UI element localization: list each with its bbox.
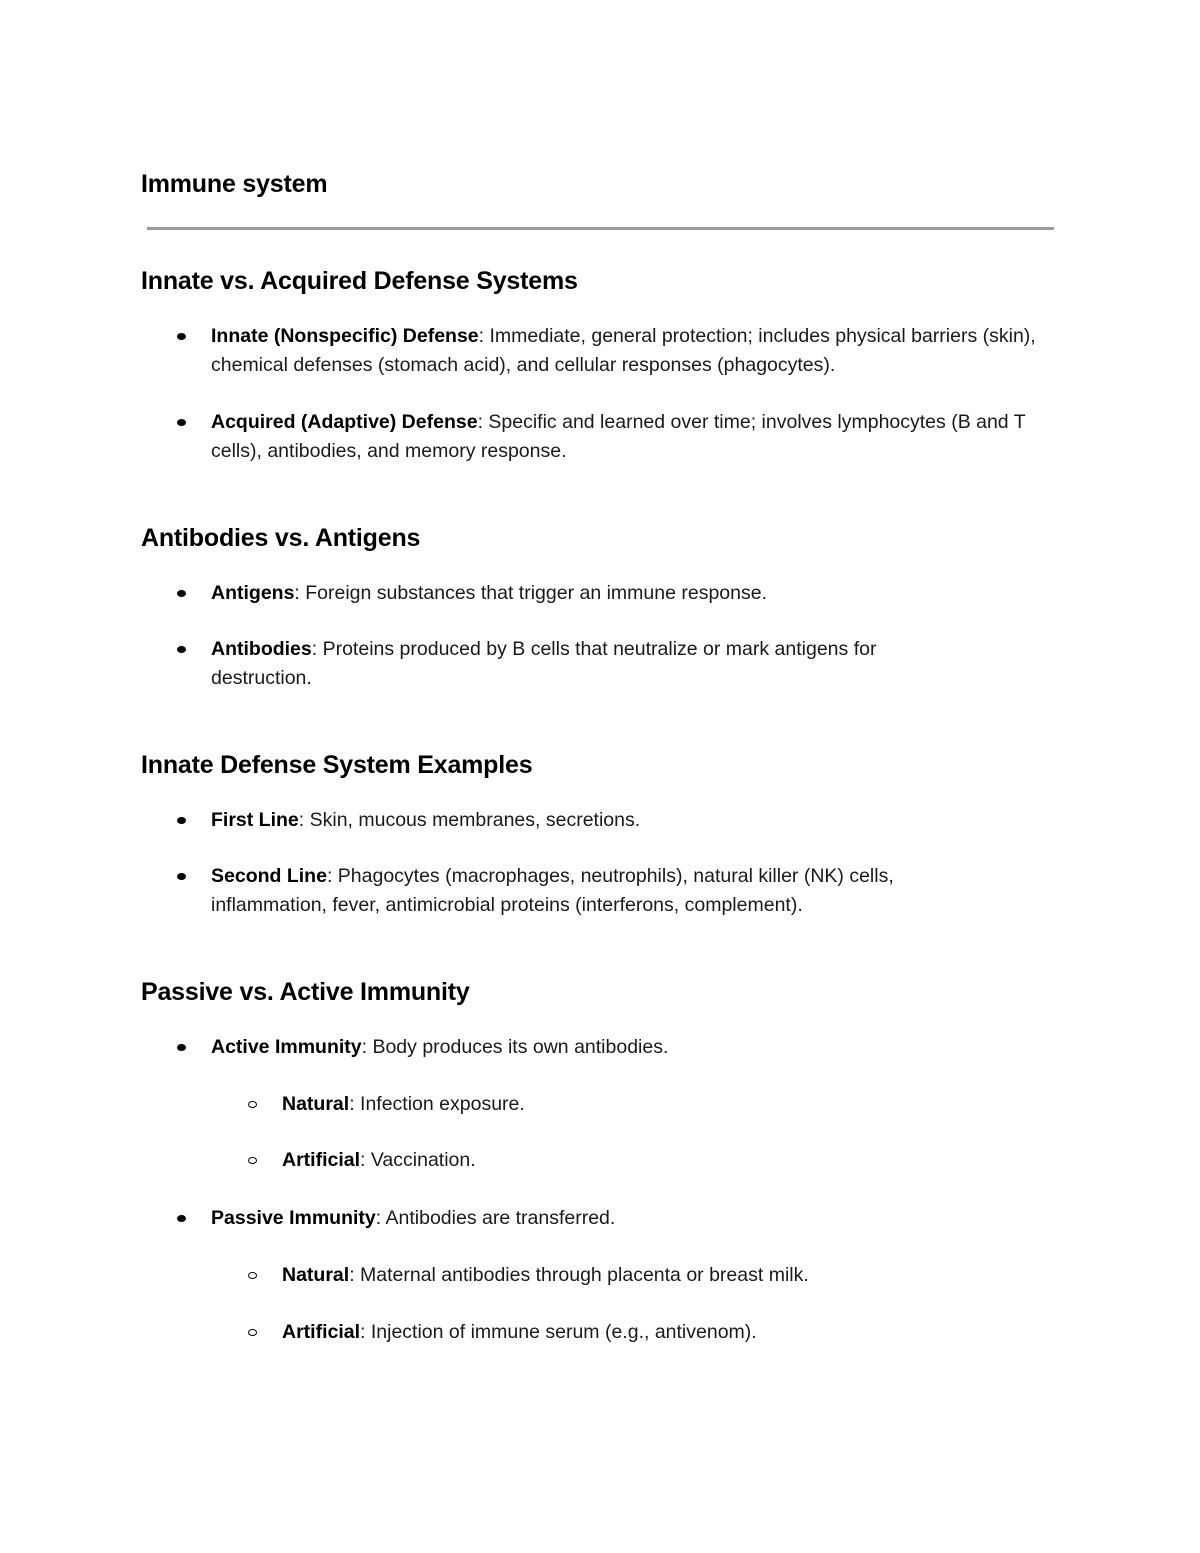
list-item-text: : Specific and learned over time; involves lymphocytes (B and T cells), antibodies, and memory response. xyxy=(211,411,1026,462)
section-heading-passive-vs-active: Passive vs. Active Immunity xyxy=(141,978,470,1006)
list-item-term: First Line xyxy=(211,809,299,831)
section-heading-innate-vs-acquired: Innate vs. Acquired Defense Systems xyxy=(141,267,578,295)
horizontal-rule xyxy=(147,227,1054,230)
bullet-disc-icon xyxy=(177,1215,186,1222)
bullet-disc-icon xyxy=(177,333,186,340)
document-title: Immune system xyxy=(141,170,328,198)
list-item-antigens xyxy=(211,579,1081,608)
list-item-text: : Immediate, general protection; includes physical barriers (skin), chemical defenses (stomach acid), and cellular responses (phagocytes). xyxy=(211,325,1036,376)
list-item-term: Antigens xyxy=(211,582,295,604)
list-item-passive-immunity xyxy=(211,1204,1081,1233)
list-item-term: Second Line xyxy=(211,865,327,887)
list-item-active-immunity xyxy=(211,1033,1081,1062)
list-item-second-line xyxy=(211,862,1001,920)
bullet-disc-icon xyxy=(177,873,186,880)
list-item-acquired-defense xyxy=(211,408,1081,466)
section-heading-innate-examples: Innate Defense System Examples xyxy=(141,751,533,779)
list-item-term: Natural xyxy=(282,1093,350,1115)
list-item-text: : Vaccination. xyxy=(360,1149,476,1171)
list-item-text: : Proteins produced by B cells that neutralize or mark antigens for destruction. xyxy=(211,638,877,689)
list-item-text: : Antibodies are transferred. xyxy=(375,1207,616,1229)
bullet-disc-icon xyxy=(177,646,186,653)
section-heading-antibodies-vs-antigens: Antibodies vs. Antigens xyxy=(141,524,421,552)
list-item-term: Innate (Nonspecific) Defense xyxy=(211,325,479,347)
list-item-term: Natural xyxy=(282,1264,350,1286)
sub-item-passive-artificial xyxy=(282,1318,1082,1347)
list-item-text: : Infection exposure. xyxy=(349,1093,525,1115)
list-item-term: Antibodies xyxy=(211,638,312,660)
list-item-term: Passive Immunity xyxy=(211,1207,376,1229)
bullet-circle-icon xyxy=(248,1101,257,1108)
sub-item-passive-natural xyxy=(282,1261,1082,1290)
list-item-text: : Skin, mucous membranes, secretions. xyxy=(298,809,641,831)
list-item-term: Artificial xyxy=(282,1149,361,1171)
bullet-disc-icon xyxy=(177,817,186,824)
list-item-text: : Foreign substances that trigger an immune response. xyxy=(294,582,768,604)
bullet-circle-icon xyxy=(248,1157,257,1164)
sub-item-active-artificial xyxy=(282,1146,1082,1175)
list-item-text: : Phagocytes (macrophages, neutrophils), natural killer (NK) cells, inflammation, fever, antimicrobial proteins (interferons, complement). xyxy=(211,865,894,916)
list-item-term: Active Immunity xyxy=(211,1036,362,1058)
bullet-disc-icon xyxy=(177,1044,186,1051)
list-item-text: : Injection of immune serum (e.g., antivenom). xyxy=(360,1321,757,1343)
list-item-term: Artificial xyxy=(282,1321,361,1343)
bullet-disc-icon xyxy=(177,590,186,597)
bullet-circle-icon xyxy=(248,1329,257,1336)
bullet-circle-icon xyxy=(248,1272,257,1279)
list-item-term: Acquired (Adaptive) Defense xyxy=(211,411,478,433)
list-item-text: : Body produces its own antibodies. xyxy=(361,1036,669,1058)
bullet-disc-icon xyxy=(177,419,186,426)
list-item-first-line xyxy=(211,806,1081,835)
list-item-innate-defense xyxy=(211,322,1081,380)
list-item-antibodies xyxy=(211,635,971,693)
sub-item-active-natural xyxy=(282,1090,1082,1119)
list-item-text: : Maternal antibodies through placenta or breast milk. xyxy=(349,1264,809,1286)
